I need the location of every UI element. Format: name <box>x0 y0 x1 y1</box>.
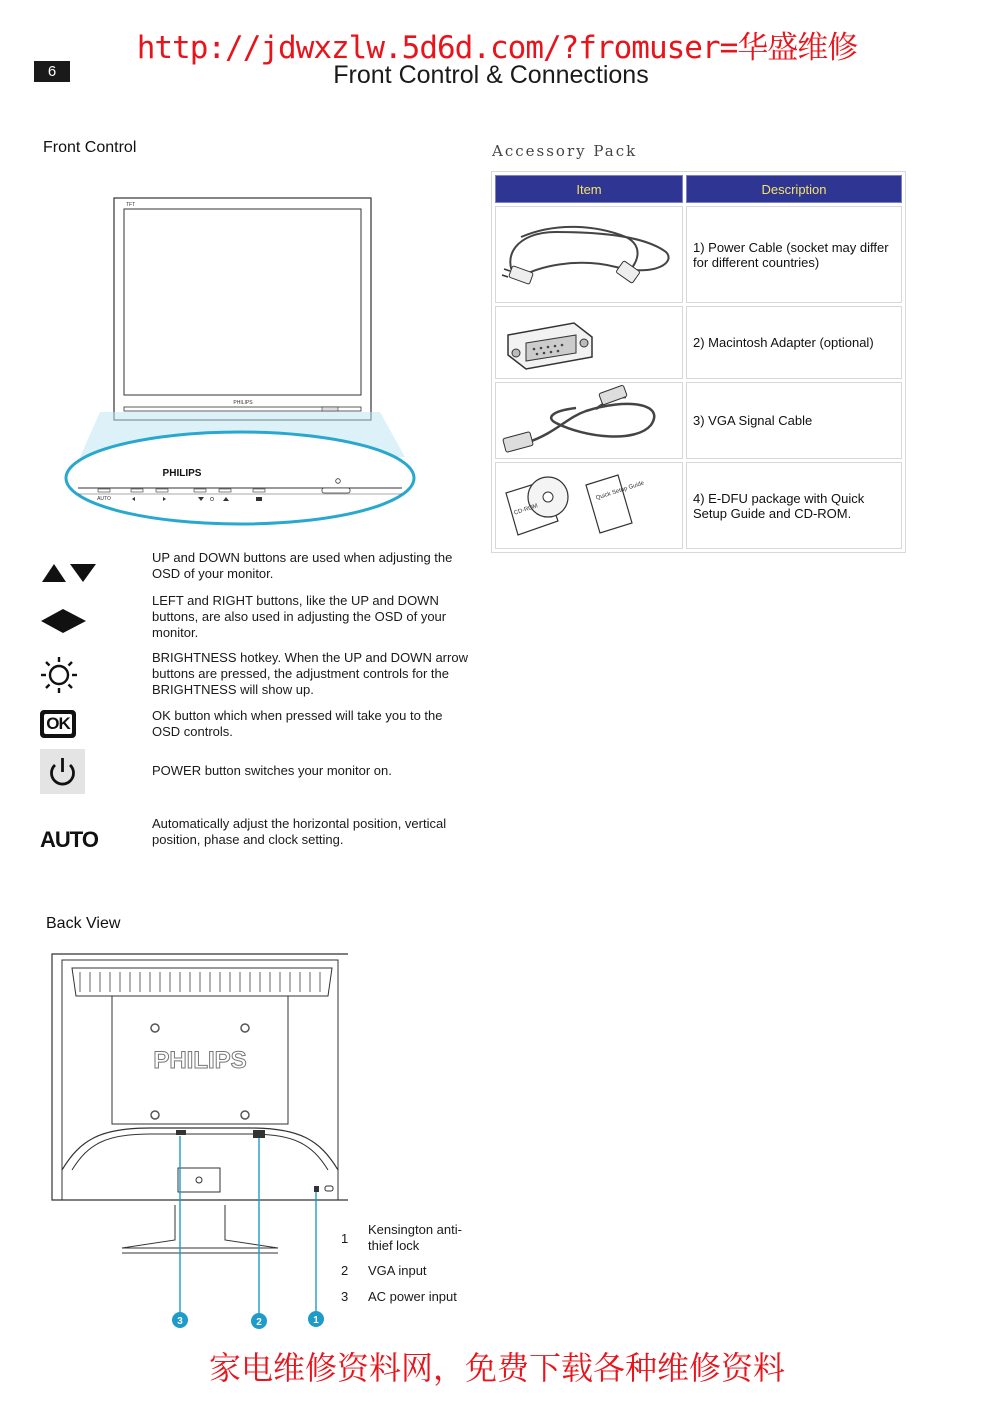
legend-text-left-right: LEFT and RIGHT buttons, like the UP and DOWN buttons, are also used in adjusting the OSD of your monitor. <box>152 593 447 640</box>
bezel-brand: PHILIPS <box>162 468 202 479</box>
e-dfu-package-image <box>496 463 682 545</box>
left-right-arrows-icon <box>40 607 90 635</box>
column-header-description: Description <box>686 175 902 203</box>
page-number: 6 <box>34 61 70 82</box>
item-image-cell <box>495 382 683 459</box>
legend-text-power: POWER button switches your monitor on. <box>152 763 392 778</box>
table-row <box>495 382 902 459</box>
accessory-table <box>491 171 906 553</box>
legend-text-brightness: BRIGHTNESS hotkey. When the UP and DOWN arrow buttons are pressed, the adjustment controls for the BRIGHTNESS will show up. <box>152 650 468 697</box>
up-down-arrows-icon <box>40 560 100 586</box>
back-legend-num-2: 2 <box>341 1263 349 1278</box>
accessory-pack-title: Accessory Pack <box>492 142 638 160</box>
back-legend-text-1: Kensington anti-thief lock <box>368 1222 462 1253</box>
back-view-heading: Back View <box>46 915 121 932</box>
back-legend-text-3: AC power input <box>368 1289 457 1304</box>
bezel-left-button <box>131 489 143 492</box>
quick-setup-guide-label: Quick Setup Guide <box>595 480 646 502</box>
legend-text-ok: OK button which when pressed will take you to the OSD controls. <box>152 708 443 739</box>
callout-3-label: 3 <box>177 1316 183 1327</box>
bezel-ok-button <box>253 489 265 492</box>
bezel-down-button <box>194 489 206 492</box>
column-header-item: Item <box>495 175 683 203</box>
bezel-auto-label: AUTO <box>97 496 111 502</box>
back-brand: PHILIPS <box>153 1047 247 1074</box>
front-control-heading: Front Control <box>43 139 137 156</box>
item-description: 2) Macintosh Adapter (optional) <box>686 306 902 379</box>
bezel-auto-button <box>98 489 110 492</box>
power-icon <box>40 749 85 794</box>
macintosh-adapter-image <box>496 307 682 375</box>
monitor-back-illustration <box>50 950 350 1335</box>
brightness-icon <box>40 656 80 694</box>
back-legend-text-2: VGA input <box>368 1263 427 1278</box>
table-row <box>495 306 902 379</box>
ok-icon-label: OK <box>44 714 72 734</box>
bezel-right-button <box>156 489 168 492</box>
monitor-front-illustration <box>60 195 420 535</box>
footer-watermark: 家电维修资料网，免费下载各种维修资料 <box>208 1349 785 1387</box>
back-legend-num-1: 1 <box>341 1231 349 1246</box>
watermark-url: http://jdwxzlw.5d6d.com/?fromuser=华盛维修 <box>136 30 858 66</box>
table-row <box>495 206 902 303</box>
table-row <box>495 462 902 549</box>
item-description: 1) Power Cable (socket may differ for different countries) <box>686 206 902 303</box>
callout-2-label: 2 <box>256 1317 262 1328</box>
item-description: 4) E-DFU package with Quick Setup Guide and CD-ROM. <box>686 462 902 549</box>
legend-text-up-down: UP and DOWN buttons are used when adjusting the OSD of your monitor. <box>152 550 453 581</box>
auto-icon: AUTO <box>40 827 98 852</box>
vga-signal-cable-image <box>496 383 682 455</box>
bezel-brand-small: PHILIPS <box>233 400 253 406</box>
svg-text:TFT: TFT <box>126 202 136 208</box>
back-legend-num-3: 3 <box>341 1289 349 1304</box>
page-title: Front Control & Connections <box>333 61 649 89</box>
bezel-power-button <box>322 488 350 493</box>
item-image-cell <box>495 206 683 303</box>
item-image-cell <box>495 462 683 549</box>
callout-1-label: 1 <box>313 1315 319 1326</box>
bezel-up-button <box>219 489 231 492</box>
item-description: 3) VGA Signal Cable <box>686 382 902 459</box>
item-image-cell <box>495 306 683 379</box>
power-cable-image <box>496 207 682 299</box>
ok-icon <box>40 710 76 738</box>
cd-rom-label: CD-ROM <box>513 503 539 517</box>
table-header-row <box>495 175 902 203</box>
legend-text-auto: Automatically adjust the horizontal position, vertical position, phase and clock setting. <box>152 816 447 847</box>
